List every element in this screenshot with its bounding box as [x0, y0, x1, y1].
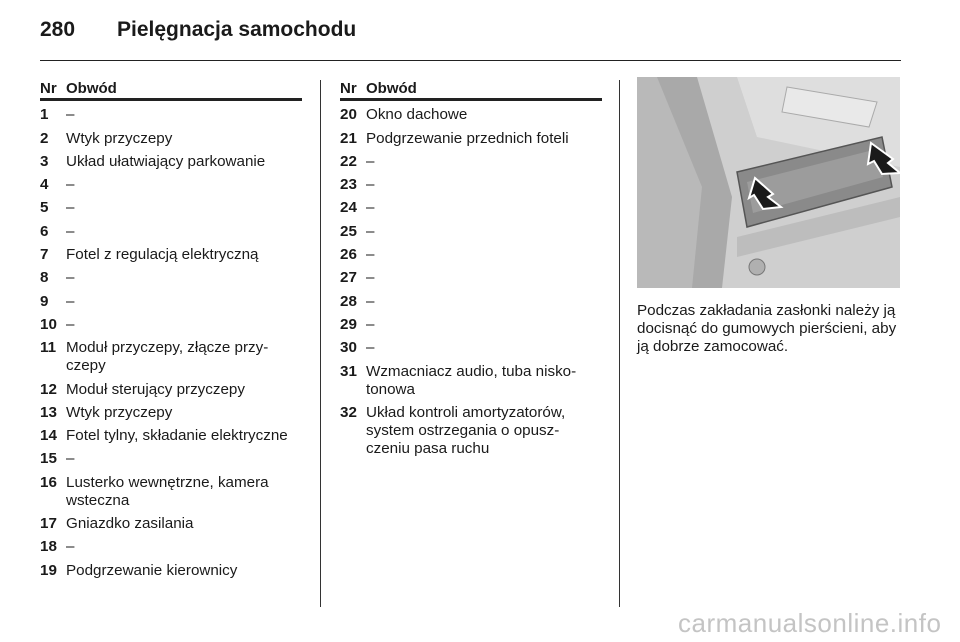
fuse-number: 15 [40, 450, 57, 468]
table-row [40, 316, 302, 334]
fuse-number: 21 [340, 129, 357, 147]
table-row [340, 199, 602, 217]
fuse-number: 4 [40, 176, 49, 194]
fuse-number: 28 [340, 292, 357, 310]
table-row [40, 339, 302, 375]
fuse-number: 6 [40, 222, 49, 240]
circuit-name: – [66, 106, 75, 124]
table-row [40, 176, 302, 194]
fuse-number: 2 [40, 129, 49, 147]
fuse-number: 12 [40, 380, 57, 398]
table-row [340, 130, 602, 148]
watermark: carmanualsonline.info [678, 608, 942, 638]
circuit-name: – [66, 538, 75, 556]
table-row [40, 223, 302, 241]
circuit-name: Wtyk przyczepy [66, 403, 173, 421]
circuit-name: Fotel tylny, składanie elektryczne [66, 427, 288, 445]
table-header [40, 80, 302, 101]
fuse-number: 32 [340, 403, 357, 421]
page-title: Pielęgnacja samochodu [117, 18, 357, 41]
circuit-name: – [66, 315, 75, 333]
table-row [40, 538, 302, 556]
fuse-table-right [340, 80, 602, 458]
column-circuit: Obwód [66, 80, 117, 97]
table-row [340, 153, 602, 171]
fuse-number: 30 [340, 339, 357, 357]
table-row [340, 269, 602, 287]
circuit-name: – [366, 176, 375, 194]
column-nr: Nr [340, 80, 357, 97]
fuse-number: 3 [40, 152, 49, 170]
table-row [40, 199, 302, 217]
header-rule [40, 60, 901, 61]
fuse-number: 10 [40, 315, 57, 333]
table-row [40, 474, 302, 510]
circuit-name: Układ kontroli amortyzatorów, system ostrzegania o opusz-czeniu pasa ruchu [366, 403, 566, 457]
circuit-name: – [66, 199, 75, 217]
circuit-name: – [66, 292, 75, 310]
table-row [40, 427, 302, 445]
table-row [340, 293, 602, 311]
fuse-number: 20 [340, 106, 357, 124]
circuit-name: – [66, 450, 75, 468]
circuit-name: – [366, 152, 375, 170]
table-row [40, 269, 302, 287]
table-row [40, 515, 302, 533]
table-row [340, 404, 602, 458]
table-row [340, 106, 602, 124]
fuse-number: 26 [340, 246, 357, 264]
circuit-name: – [366, 315, 375, 333]
fuse-box-cover-photo [637, 77, 900, 288]
circuit-name: Podgrzewanie przednich foteli [366, 129, 569, 147]
table-row [340, 363, 602, 399]
fuse-number: 31 [340, 362, 357, 380]
fuse-number: 27 [340, 269, 357, 287]
table-row [40, 404, 302, 422]
table-row [40, 381, 302, 399]
fuse-number: 22 [340, 152, 357, 170]
column-circuit: Obwód [366, 80, 417, 97]
fuse-number: 7 [40, 246, 49, 264]
circuit-name: Układ ułatwiający parkowanie [66, 152, 266, 170]
circuit-name: – [366, 292, 375, 310]
photo-caption: Podczas zakładania zasłonki należy ją docisnąć do gumowych pierścieni, aby ją dobrze zamocować. [637, 302, 897, 355]
table-row [340, 176, 602, 194]
fuse-number: 16 [40, 473, 57, 491]
fuse-number: 9 [40, 292, 49, 310]
table-header [340, 80, 602, 101]
column-nr: Nr [40, 80, 57, 97]
circuit-name: – [366, 339, 375, 357]
circuit-name: Wzmacniacz audio, tuba nisko-tonowa [366, 362, 577, 398]
fuse-number: 14 [40, 427, 57, 445]
circuit-name: – [66, 176, 75, 194]
circuit-name: Okno dachowe [366, 106, 468, 124]
circuit-name: Gniazdko zasilania [66, 515, 194, 533]
table-row [40, 130, 302, 148]
circuit-name: – [366, 269, 375, 287]
page-number: 280 [40, 18, 76, 41]
fuse-number: 19 [40, 561, 57, 579]
table-row [340, 339, 602, 357]
table-row [40, 153, 302, 171]
fuse-number: 24 [340, 199, 357, 217]
table-row [40, 450, 302, 468]
fuse-table-left [40, 80, 302, 580]
table-row [340, 246, 602, 264]
table-row [40, 106, 302, 124]
circuit-name: – [66, 222, 75, 240]
table-row [40, 562, 302, 580]
fuse-number: 8 [40, 269, 49, 287]
fuse-number: 23 [340, 176, 357, 194]
fuse-number: 18 [40, 538, 57, 556]
circuit-name: Moduł sterujący przyczepy [66, 380, 245, 398]
table-row [40, 246, 302, 264]
circuit-name: Fotel z regulacją elektryczną [66, 246, 259, 264]
circuit-name: – [366, 199, 375, 217]
circuit-name: Moduł przyczepy, złącze przy-czepy [66, 339, 269, 375]
fuse-number: 25 [340, 222, 357, 240]
table-row [340, 223, 602, 241]
circuit-name: – [366, 222, 375, 240]
circuit-name: Podgrzewanie kierownicy [66, 561, 238, 579]
circuit-name: Wtyk przyczepy [66, 129, 173, 147]
column-divider [320, 80, 321, 607]
table-row [340, 316, 602, 334]
fuse-number: 11 [40, 339, 57, 357]
column-divider [619, 80, 620, 607]
fuse-number: 17 [40, 515, 57, 533]
fuse-number: 13 [40, 403, 57, 421]
circuit-name: Lusterko wewnętrzne, kamera wsteczna [66, 473, 269, 509]
table-row [40, 293, 302, 311]
fuse-number: 1 [40, 106, 49, 124]
circuit-name: – [366, 246, 375, 264]
circuit-name: – [66, 269, 75, 287]
fuse-number: 5 [40, 199, 49, 217]
fuse-number: 29 [340, 315, 357, 333]
